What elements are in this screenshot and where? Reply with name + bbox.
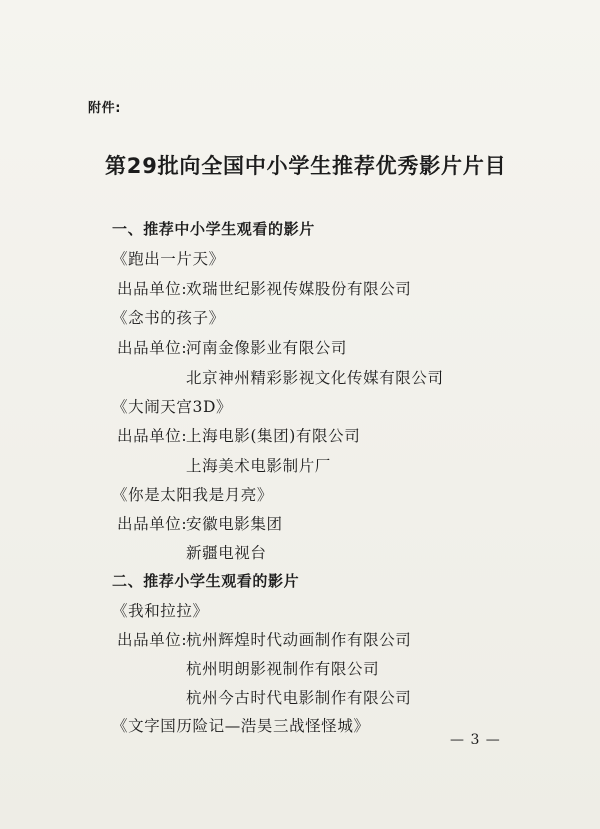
producer-name: 新疆电视台 <box>186 544 267 562</box>
producer-label: 出品单位: <box>117 427 188 445</box>
producer-name: 安徽电影集团 <box>186 515 283 533</box>
film-title: 《跑出一片天》 <box>112 250 225 268</box>
producer-name: 杭州明朗影视制作有限公司 <box>186 660 380 678</box>
section-heading-1: 一、推荐中小学生观看的影片 <box>112 220 315 238</box>
page-number: — 3 — <box>450 732 501 748</box>
producer-label: 出品单位: <box>117 339 188 357</box>
producer-label: 出品单位: <box>117 280 188 298</box>
film-title: 《你是太阳我是月亮》 <box>112 486 274 504</box>
producer-name: 欢瑞世纪影视传媒股份有限公司 <box>186 280 412 298</box>
page-title: 第29批向全国中小学生推荐优秀影片片目 <box>105 154 507 178</box>
producer-name: 杭州今古时代电影制作有限公司 <box>186 689 412 707</box>
film-title: 《念书的孩子》 <box>112 309 225 327</box>
producer-label: 出品单位: <box>117 515 188 533</box>
producer-name: 上海电影(集团)有限公司 <box>186 427 361 445</box>
section-heading-2: 二、推荐小学生观看的影片 <box>112 572 300 590</box>
producer-label: 出品单位: <box>117 631 188 649</box>
producer-name: 杭州辉煌时代动画制作有限公司 <box>186 631 412 649</box>
producer-name: 河南金像影业有限公司 <box>186 339 348 357</box>
film-title: 《大闹天宫3D》 <box>112 398 233 416</box>
producer-name: 北京神州精彩影视文化传媒有限公司 <box>186 369 444 387</box>
producer-name: 上海美术电影制片厂 <box>186 457 331 475</box>
film-title: 《文字国历险记—浩昊三战怪怪城》 <box>112 717 370 735</box>
film-title: 《我和拉拉》 <box>112 602 209 620</box>
attachment-label: 附件: <box>88 101 121 116</box>
